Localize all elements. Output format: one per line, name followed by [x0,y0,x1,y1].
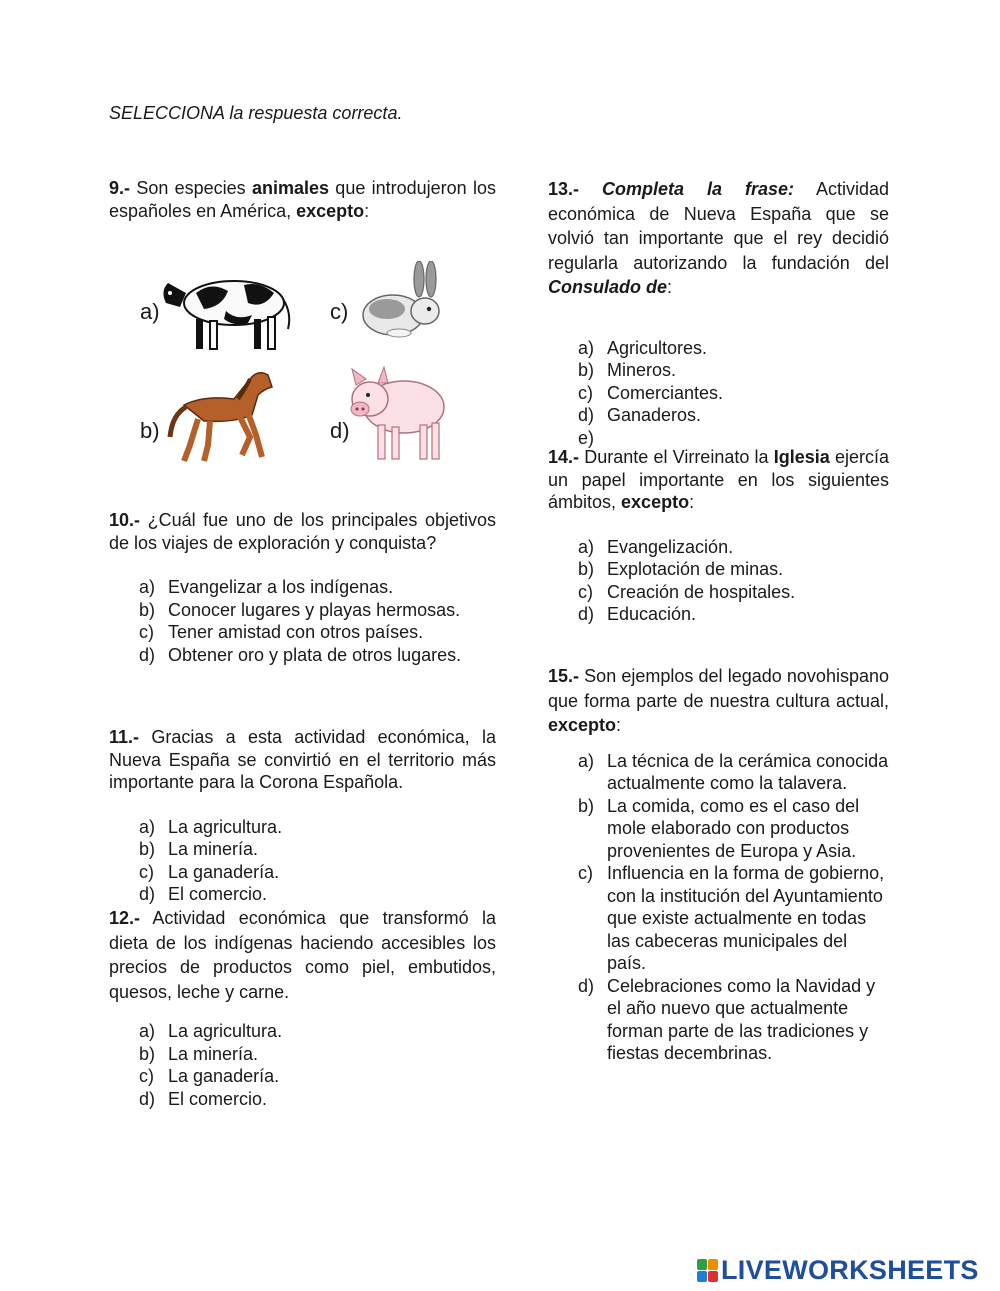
question-12 [109,906,496,1110]
question-13 [548,177,889,449]
q10-option-a[interactable]: a) Evangelizar a los indígenas. [139,577,394,597]
q12-option-d[interactable]: d) El comercio. [139,1088,268,1109]
logo-square-4 [708,1271,718,1282]
question-13-text: 13.- Completa la frase: Actividad económica de Nueva España que se volvió tan importante que el rey decidió regularla autorizando la fundación del Consulado de: [548,179,889,297]
question-14-text: 14.- Durante el Virreinato la Iglesia ejercía un papel importante en los siguientes ámbitos, excepto: [548,447,889,512]
animal-option-d-label: d) [330,418,350,443]
q10-option-c[interactable]: c) Tener amistad con otros países. [139,622,424,642]
logo-text: LIVEWORKSHEETS [721,1254,979,1285]
question-15-text: 15.- Son ejemplos del legado novohispano que forma parte de nuestra cultura actual, excepto: [548,666,889,735]
q10-option-d[interactable]: d) Obtener oro y plata de otros lugares. [139,644,462,665]
q11-option-d[interactable]: d) El comercio. [139,884,268,904]
q13-option-b[interactable]: b) Mineros. [578,360,677,380]
q12-option-a[interactable]: a) La agricultura. [139,1021,283,1041]
question-11-text: 11.- Gracias a esta actividad económica, la Nueva España se convirtió en el territorio más importante para la Corona Española. [109,727,496,792]
rabbit-image [359,261,444,341]
animal-option-c-label: c) [330,299,349,324]
q14-option-c[interactable]: c) Creación de hospitales. [578,581,796,602]
instruction-text: SELECCIONA la respuesta correcta. [109,103,403,123]
question-9-text: 9.- Son especies animales que introdujeron los españoles en América, excepto: [109,178,496,221]
q12-option-c[interactable]: c) La ganadería. [139,1066,280,1086]
q11-option-b[interactable]: b) La minería. [139,839,259,859]
logo-mark-icon [697,1259,718,1282]
question-12-text: 12.- Actividad económica que transformó la dieta de los indígenas haciendo accesibles los precios de productos como piel, embutidos, quesos, leche y carne. [109,908,496,1002]
logo-square-1 [697,1259,707,1270]
animal-option-b-label: b) [140,418,160,443]
logo-square-2 [708,1259,718,1270]
question-9 [109,177,496,222]
q15-option-c[interactable]: c) Influencia en la forma de gobierno, con la institución del Ayuntamiento que existe actualmente en todas las cabeceras municipales del país. [578,863,885,973]
cow-image [156,263,296,355]
question-15 [548,664,889,1065]
q13-option-a[interactable]: a) Agricultores. [578,337,708,358]
q11-option-a[interactable]: a) La agricultura. [139,816,283,837]
animal-option-a-label: a) [140,299,160,324]
animal-options [109,255,496,470]
q12-option-b[interactable]: b) La minería. [139,1043,259,1064]
q14-option-b[interactable]: b) Explotación de minas. [578,559,784,579]
q15-option-a[interactable]: a) La técnica de la cerámica conocida actualmente como la talavera. [578,750,889,793]
liveworksheets-logo [697,1255,979,1285]
q14-option-d[interactable]: d) Educación. [578,604,697,624]
q14-option-a[interactable]: a) Evangelización. [578,536,734,557]
q13-option-d[interactable]: d) Ganaderos. [578,405,702,425]
logo-square-3 [697,1271,707,1282]
horse-image [164,365,276,465]
q15-option-d[interactable]: d) Celebraciones como la Navidad y el año nuevo que actualmente forman parte de las tradiciones y fiestas decembrinas. [578,975,876,1063]
pig-image [344,365,449,463]
question-14 [548,446,889,626]
question-10-text: 10.- ¿Cuál fue uno de los principales objetivos de los viajes de exploración y conquista? [109,510,496,553]
q10-option-b[interactable]: b) Conocer lugares y playas hermosas. [139,599,461,620]
q13-option-e[interactable]: e) [578,427,595,448]
q11-option-c[interactable]: c) La ganadería. [139,861,280,882]
q13-option-c[interactable]: c) Comerciantes. [578,382,724,403]
question-11 [109,726,496,906]
question-10 [109,509,496,666]
q15-option-b[interactable]: b) La comida, como es el caso del mole elaborado con productos provenientes de Europa y Asia. [578,795,860,861]
